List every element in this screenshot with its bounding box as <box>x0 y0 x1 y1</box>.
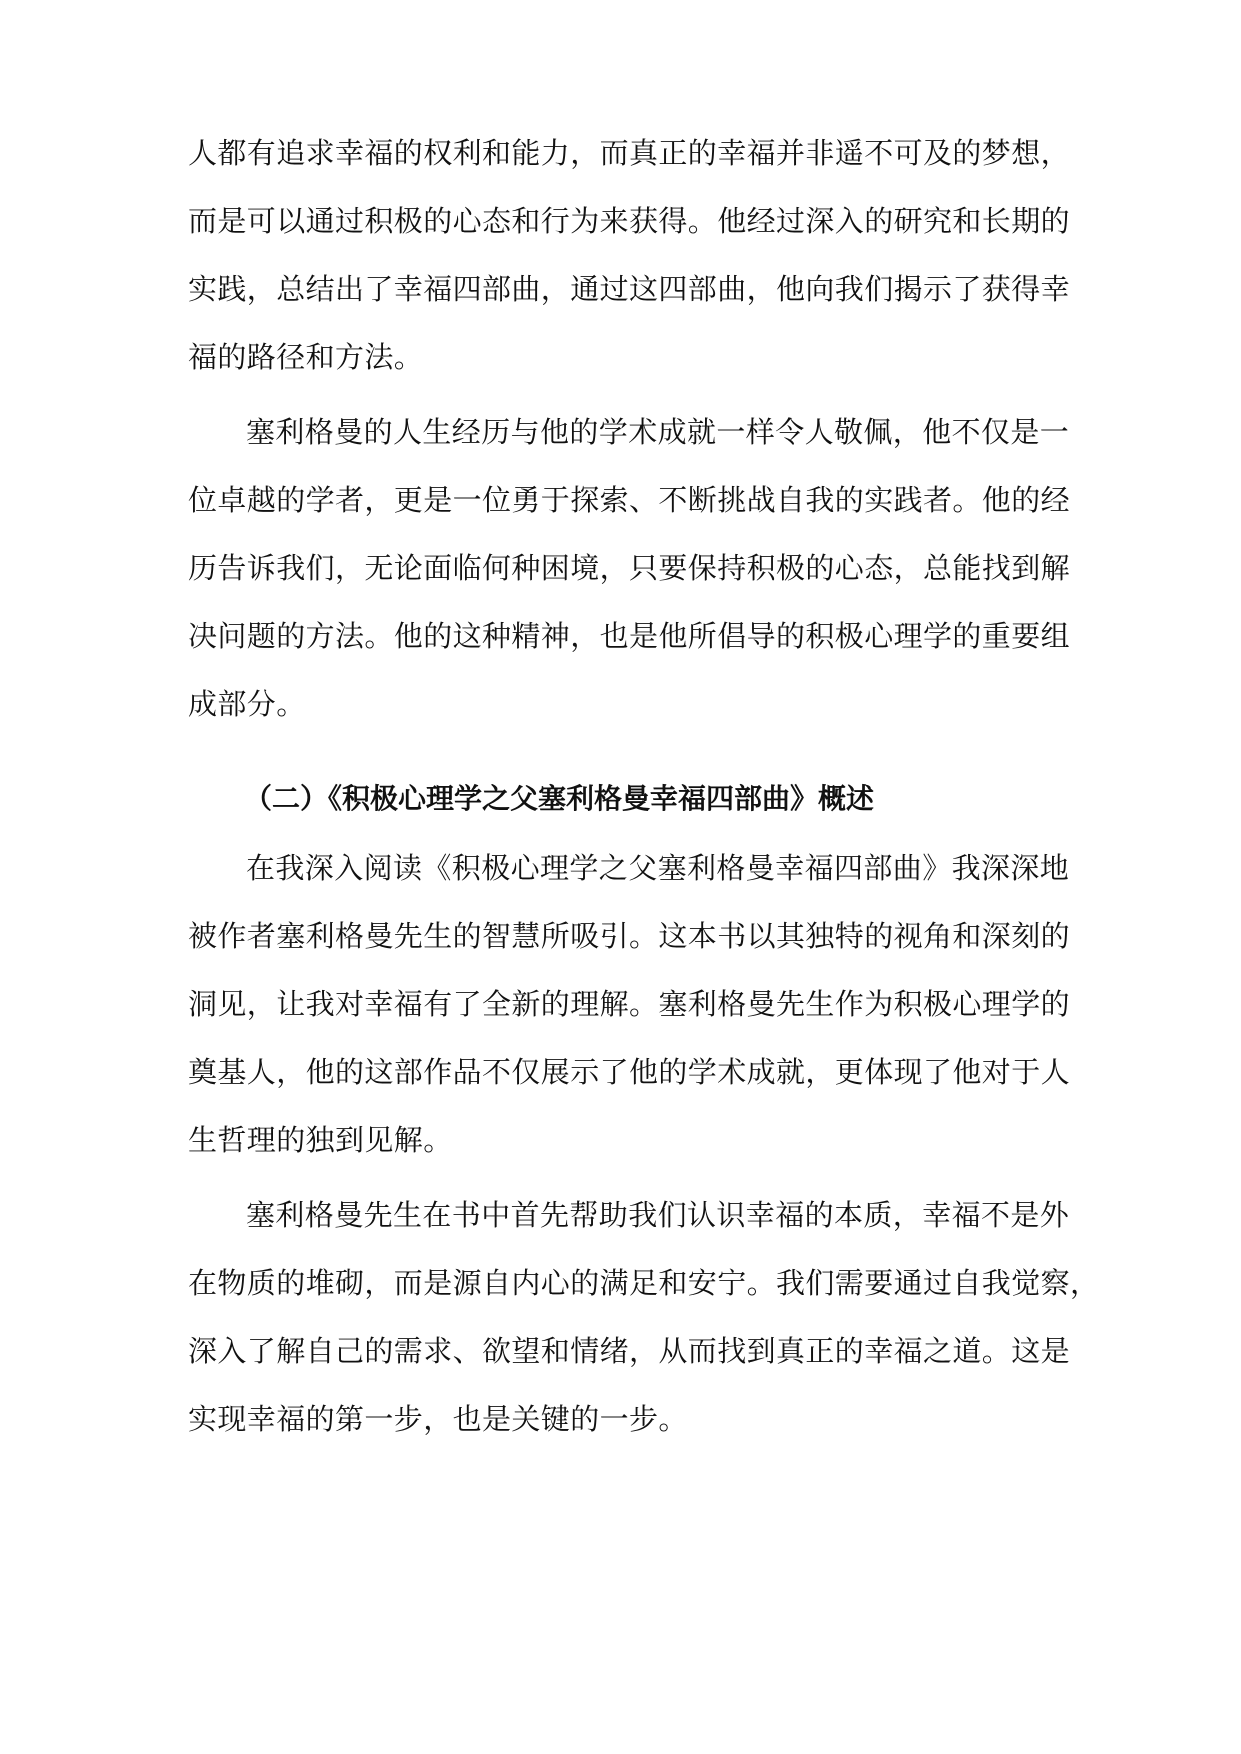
paragraph-line: 在物质的堆砌，而是源自内心的满足和安宁。我们需要通过自我觉察， <box>188 1266 1100 1300</box>
paragraph-line: 塞利格曼先生在书中首先帮助我们认识幸福的本质，幸福不是外 <box>246 1198 1070 1232</box>
paragraph-line: 生哲理的独到见解。 <box>188 1123 453 1157</box>
paragraph-line: 决问题的方法。他的这种精神，也是他所倡导的积极心理学的重要组 <box>188 619 1071 653</box>
paragraph-line: 被作者塞利格曼先生的智慧所吸引。这本书以其独特的视角和深刻的 <box>188 919 1071 953</box>
paragraph-line: 奠基人，他的这部作品不仅展示了他的学术成就，更体现了他对于人 <box>188 1055 1071 1089</box>
paragraph-line: 历告诉我们，无论面临何种困境，只要保持积极的心态，总能找到解 <box>188 551 1071 585</box>
section-heading: （二）《积极心理学之父塞利格曼幸福四部曲》概述 <box>244 782 875 815</box>
paragraph-line: 位卓越的学者，更是一位勇于探索、不断挑战自我的实践者。他的经 <box>188 483 1071 517</box>
paragraph-line: 洞见，让我对幸福有了全新的理解。塞利格曼先生作为积极心理学的 <box>188 987 1071 1021</box>
paragraph-line: 在我深入阅读《积极心理学之父塞利格曼幸福四部曲》我深深地 <box>246 851 1070 885</box>
paragraph-line: 福的路径和方法。 <box>188 340 424 374</box>
paragraph-line: 人都有追求幸福的权利和能力，而真正的幸福并非遥不可及的梦想， <box>188 136 1071 170</box>
paragraph-line: 而是可以通过积极的心态和行为来获得。他经过深入的研究和长期的 <box>188 204 1071 238</box>
paragraph-line: 实践，总结出了幸福四部曲，通过这四部曲，他向我们揭示了获得幸 <box>188 272 1071 306</box>
paragraph-line: 塞利格曼的人生经历与他的学术成就一样令人敬佩，他不仅是一 <box>246 415 1070 449</box>
paragraph-line: 实现幸福的第一步，也是关键的一步。 <box>188 1402 688 1436</box>
paragraph-line: 成部分。 <box>188 687 306 721</box>
paragraph-line: 深入了解自己的需求、欲望和情绪，从而找到真正的幸福之道。这是 <box>188 1334 1071 1368</box>
